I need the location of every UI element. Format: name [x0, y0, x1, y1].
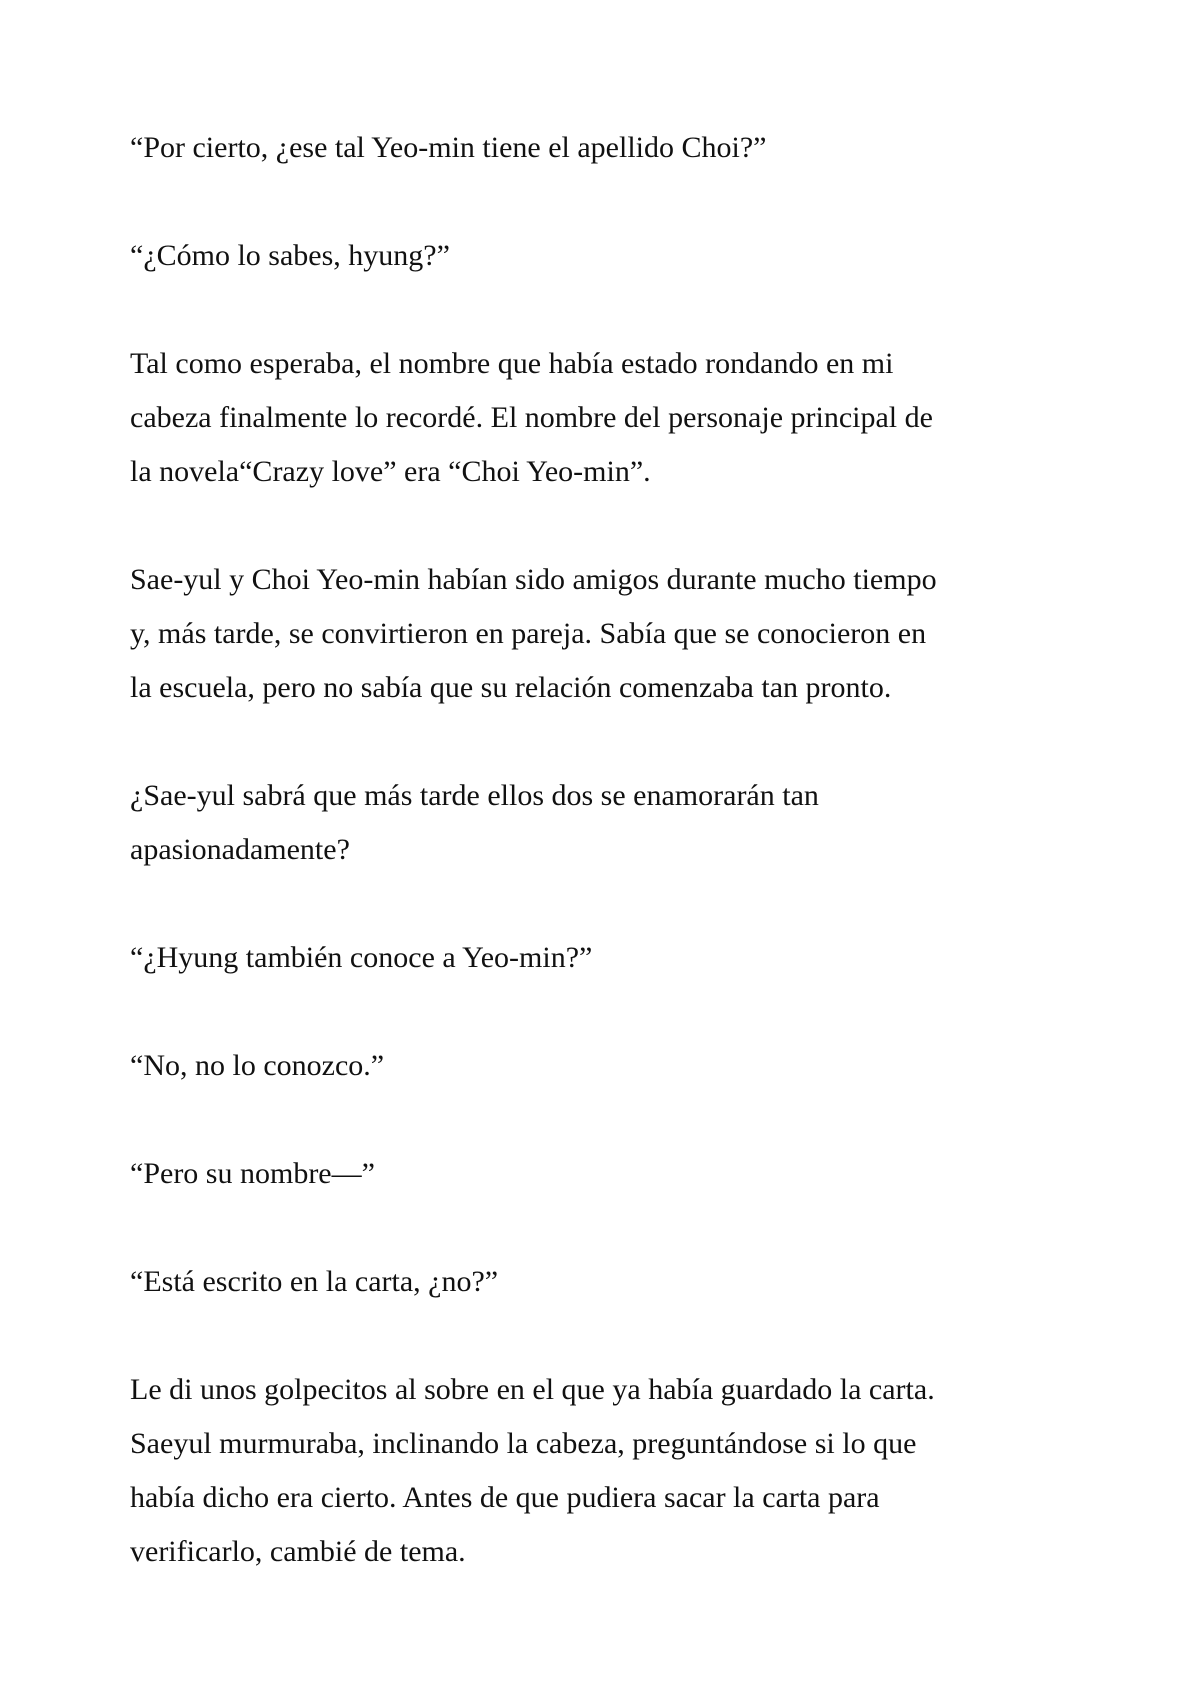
paragraph-7 — [130, 1039, 1090, 1093]
paragraph-10 — [130, 1363, 1090, 1579]
text-line: “¿Hyung también conoce a Yeo-min?” — [130, 941, 593, 974]
text-line: Tal como esperaba, el nombre que había estado rondando en mi — [130, 347, 894, 380]
paragraph-1 — [130, 121, 1090, 175]
text-line: “¿Cómo lo sabes, hyung?” — [130, 239, 450, 272]
text-line: Le di unos golpecitos al sobre en el que ya había guardado la carta. — [130, 1373, 935, 1406]
paragraph-4 — [130, 553, 1090, 715]
paragraph-6 — [130, 931, 1090, 985]
paragraph-8 — [130, 1147, 1090, 1201]
paragraph-9 — [130, 1255, 1090, 1309]
text-line: “Pero su nombre—” — [130, 1157, 375, 1190]
text-line: cabeza finalmente lo recordé. El nombre del personaje principal de — [130, 401, 933, 434]
text-line: Sae-yul y Choi Yeo-min habían sido amigos durante mucho tiempo — [130, 563, 937, 596]
text-line: “No, no lo conozco.” — [130, 1049, 385, 1082]
text-line: apasionadamente? — [130, 833, 350, 866]
paragraph-3 — [130, 337, 1090, 499]
text-line: y, más tarde, se convirtieron en pareja. Sabía que se conocieron en — [130, 617, 927, 650]
text-line: había dicho era cierto. Antes de que pudiera sacar la carta para — [130, 1481, 880, 1514]
text-line: “Está escrito en la carta, ¿no?” — [130, 1265, 499, 1298]
text-line: ¿Sae-yul sabrá que más tarde ellos dos se enamorarán tan — [130, 779, 819, 812]
paragraph-2 — [130, 229, 1090, 283]
text-line: verificarlo, cambié de tema. — [130, 1535, 466, 1568]
paragraph-5 — [130, 769, 1090, 877]
text-column — [130, 121, 1090, 1633]
text-line: la escuela, pero no sabía que su relación comenzaba tan pronto. — [130, 671, 892, 704]
text-line: Saeyul murmuraba, inclinando la cabeza, preguntándose si lo que — [130, 1427, 917, 1460]
text-line: la novela“Crazy love” era “Choi Yeo-min”. — [130, 455, 651, 488]
text-line: “Por cierto, ¿ese tal Yeo-min tiene el apellido Choi?” — [130, 131, 767, 164]
